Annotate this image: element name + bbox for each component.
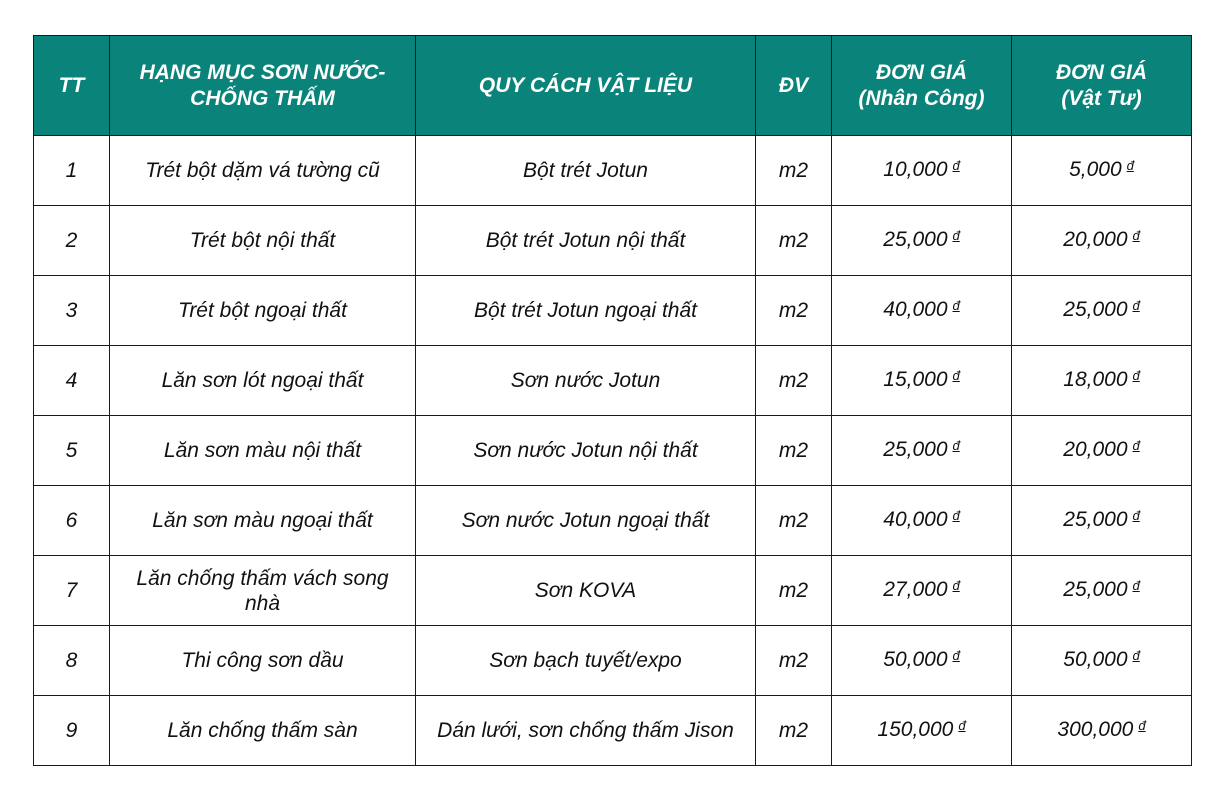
price-value-wrap [1063,438,1139,461]
cell-unit: m2 [756,556,832,626]
cell-category: Lăn sơn lót ngoại thất [110,346,416,416]
cell-tt: 1 [34,136,110,206]
price-value-wrap [1063,578,1139,601]
cell-material-price [1012,556,1192,626]
cell-tt: 9 [34,696,110,766]
cell-unit: m2 [756,206,832,276]
header-category: HẠNG MỤC SƠN NƯỚC-CHỐNG THẤM [110,36,416,136]
cell-category: Lăn sơn màu ngoại thất [110,486,416,556]
currency-symbol: đ [1132,298,1140,313]
price-amount: 15,000 [883,368,948,391]
table-row [34,556,1192,626]
price-value-wrap [1057,718,1145,741]
currency-symbol: đ [952,228,960,243]
price-amount: 25,000 [883,228,948,251]
currency-symbol: đ [1132,648,1140,663]
currency-symbol: đ [952,438,960,453]
table-row [34,416,1192,486]
price-value-wrap [1063,648,1139,671]
cell-unit: m2 [756,276,832,346]
cell-category: Trét bột nội thất [110,206,416,276]
cell-material-price [1012,416,1192,486]
price-amount: 18,000 [1063,368,1128,391]
table-row [34,696,1192,766]
cell-category: Thi công sơn dầu [110,626,416,696]
table-row [34,136,1192,206]
price-value-wrap [883,438,959,461]
cell-material-price [1012,206,1192,276]
cell-labor-price [832,556,1012,626]
price-value-wrap [1063,508,1139,531]
cell-material-price [1012,346,1192,416]
currency-symbol: đ [958,718,966,733]
cell-labor-price [832,206,1012,276]
header-tt: TT [34,36,110,136]
cell-material: Bột trét Jotun [416,136,756,206]
price-amount: 25,000 [883,438,948,461]
price-amount: 40,000 [883,508,948,531]
price-value-wrap [883,368,959,391]
cell-labor-price [832,136,1012,206]
cell-unit: m2 [756,626,832,696]
price-value-wrap [883,648,959,671]
cell-labor-price [832,276,1012,346]
cell-material-price [1012,276,1192,346]
price-amount: 25,000 [1063,578,1128,601]
cell-category: Lăn chống thấm vách song nhà [110,556,416,626]
header-unit: ĐV [756,36,832,136]
currency-symbol: đ [952,298,960,313]
price-amount: 50,000 [1063,648,1128,671]
price-amount: 5,000 [1069,158,1122,181]
header-material-price: ĐƠN GIÁ (Vật Tư) [1012,36,1192,136]
cell-tt: 4 [34,346,110,416]
price-amount: 25,000 [1063,298,1128,321]
cell-category: Trét bột ngoại thất [110,276,416,346]
cell-material: Bột trét Jotun nội thất [416,206,756,276]
cell-material-price [1012,626,1192,696]
table-row [34,486,1192,556]
currency-symbol: đ [952,578,960,593]
price-amount: 20,000 [1063,228,1128,251]
price-value-wrap [1063,228,1139,251]
currency-symbol: đ [1132,228,1140,243]
cell-labor-price [832,696,1012,766]
table-row [34,206,1192,276]
price-value-wrap [1063,298,1139,321]
cell-unit: m2 [756,696,832,766]
currency-symbol: đ [952,158,960,173]
cell-category: Lăn sơn màu nội thất [110,416,416,486]
cell-material-price [1012,696,1192,766]
price-amount: 40,000 [883,298,948,321]
currency-symbol: đ [1126,158,1134,173]
price-value-wrap [883,578,959,601]
cell-tt: 6 [34,486,110,556]
price-value-wrap [883,228,959,251]
cell-unit: m2 [756,486,832,556]
cell-category: Trét bột dặm vá tường cũ [110,136,416,206]
currency-symbol: đ [952,648,960,663]
price-amount: 300,000 [1057,718,1134,741]
price-value-wrap [883,508,959,531]
cell-labor-price [832,416,1012,486]
price-amount: 25,000 [1063,508,1128,531]
cell-labor-price [832,486,1012,556]
cell-material: Dán lưới, sơn chống thấm Jison [416,696,756,766]
cell-material: Sơn nước Jotun ngoại thất [416,486,756,556]
header-material: QUY CÁCH VẬT LIỆU [416,36,756,136]
cell-material-price [1012,136,1192,206]
cell-material-price [1012,486,1192,556]
cell-material: Sơn nước Jotun nội thất [416,416,756,486]
price-amount: 27,000 [883,578,948,601]
price-value-wrap [883,158,959,181]
currency-symbol: đ [952,368,960,383]
cell-unit: m2 [756,346,832,416]
currency-symbol: đ [952,508,960,523]
currency-symbol: đ [1132,368,1140,383]
table-row [34,346,1192,416]
cell-category: Lăn chống thấm sàn [110,696,416,766]
cell-material: Bột trét Jotun ngoại thất [416,276,756,346]
price-value-wrap [883,298,959,321]
currency-symbol: đ [1132,508,1140,523]
cell-tt: 5 [34,416,110,486]
cell-unit: m2 [756,136,832,206]
cell-unit: m2 [756,416,832,486]
cell-labor-price [832,346,1012,416]
table-header [34,36,1192,136]
cell-tt: 3 [34,276,110,346]
price-value-wrap [1063,368,1139,391]
currency-symbol: đ [1132,438,1140,453]
table-body [34,136,1192,766]
cell-material: Sơn bạch tuyết/expo [416,626,756,696]
table-row [34,276,1192,346]
price-amount: 20,000 [1063,438,1128,461]
currency-symbol: đ [1138,718,1146,733]
cell-material: Sơn KOVA [416,556,756,626]
cell-tt: 7 [34,556,110,626]
price-amount: 50,000 [883,648,948,671]
price-amount: 150,000 [877,718,954,741]
header-labor-price: ĐƠN GIÁ (Nhân Công) [832,36,1012,136]
cell-tt: 2 [34,206,110,276]
price-value-wrap [1069,158,1134,181]
table-row [34,626,1192,696]
currency-symbol: đ [1132,578,1140,593]
price-table [33,35,1192,766]
cell-material: Sơn nước Jotun [416,346,756,416]
price-amount: 10,000 [883,158,948,181]
price-value-wrap [877,718,965,741]
cell-tt: 8 [34,626,110,696]
header-row [34,36,1192,136]
cell-labor-price [832,626,1012,696]
